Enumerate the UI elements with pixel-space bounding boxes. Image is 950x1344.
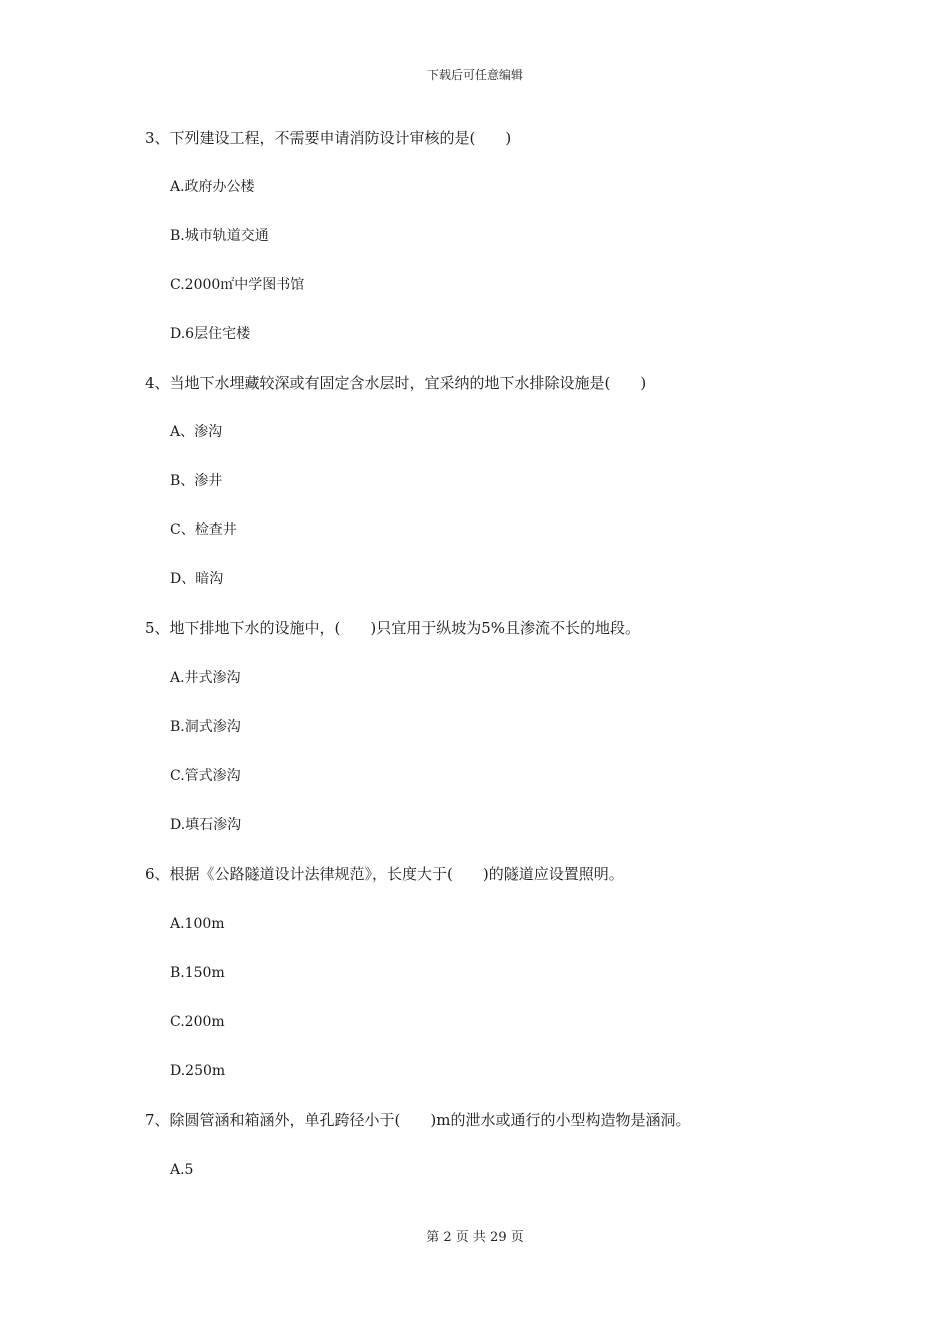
page-footer: 第 2 页 共 29 页 [426, 1230, 524, 1245]
question-4-option-b: B、渗井 [170, 473, 223, 489]
question-6-option-c: C.200m [170, 1014, 225, 1030]
page-header: 下载后可任意编辑 [426, 68, 523, 82]
question-7: 7、除圆管涵和箱涵外，单孔跨径小于( )m的泄水或通行的小型构造物是涵洞。 [145, 1111, 691, 1129]
question-5-option-d: D.填石渗沟 [170, 817, 242, 833]
question-4: 4、当地下水埋藏较深或有固定含水层时，宜采纳的地下水排除设施是( ) [145, 374, 647, 392]
question-4-option-a: A、渗沟 [170, 424, 223, 440]
question-5-option-b: B.洞式渗沟 [170, 719, 241, 735]
question-4-option-d: D、暗沟 [170, 571, 224, 587]
question-5: 5、地下排地下水的设施中，( )只宜用于纵坡为5%且渗流不长的地段。 [145, 619, 641, 637]
question-3-option-a: A.政府办公楼 [170, 179, 255, 195]
question-6: 6、根据《公路隧道设计法律规范》，长度大于( )的隧道应设置照明。 [145, 865, 624, 883]
question-6-option-d: D.250m [170, 1063, 226, 1079]
question-5-option-c: C.管式渗沟 [170, 768, 241, 784]
question-4-option-c: C、检查井 [170, 522, 237, 538]
question-3-option-b: B.城市轨道交通 [170, 228, 269, 244]
question-3-option-c: C.2000㎡中学图书馆 [170, 277, 305, 293]
question-3: 3、下列建设工程，不需要申请消防设计审核的是( ) [145, 129, 512, 147]
question-6-option-a: A.100m [170, 916, 225, 932]
question-5-option-a: A.井式渗沟 [170, 670, 241, 686]
question-6-option-b: B.150m [170, 965, 225, 981]
question-3-option-d: D.6层住宅楼 [170, 326, 251, 342]
question-7-option-a: A.5 [170, 1162, 194, 1178]
